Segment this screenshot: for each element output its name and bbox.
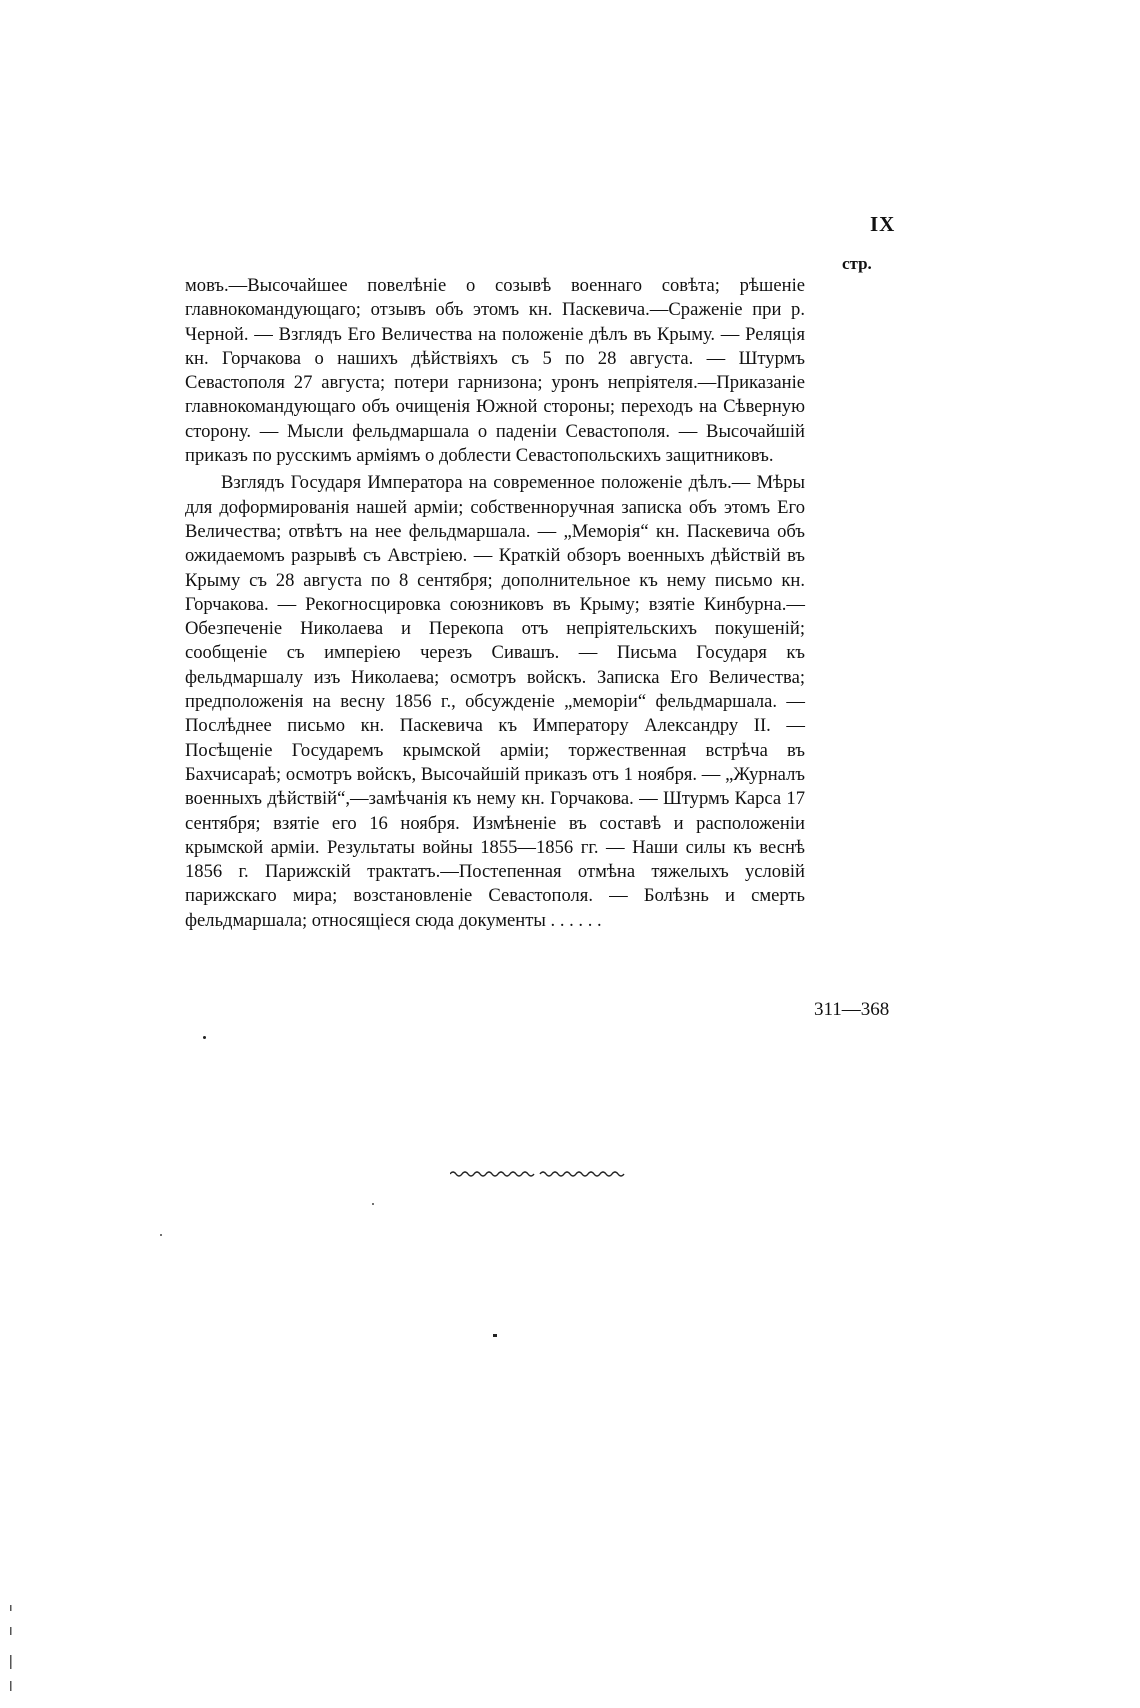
speck xyxy=(372,1203,374,1205)
margin-marks xyxy=(8,1605,14,1695)
page-range: 311—368 xyxy=(814,999,890,1020)
speck xyxy=(493,1334,497,1337)
toc-paragraph-2-text: Взглядъ Государя Императора на современное положеніе дѣлъ.— Мѣры для доформированія нашей арміи; собственноручная записка объ этомъ Его Величества; отвѣтъ на нее фельдмаршала. — „Меморія“ кн. Паскевича объ ожидаемомъ разрывѣ съ Австріею. — Краткій обзоръ военныхъ дѣйствій въ Крыму съ 28 августа по 8 сентября; дополнительное къ нему письмо кн. Горчакова. — Рекогносцировка союзниковъ въ Крыму; взятіе Кинбурна.—Обезпеченіе Николаева и Перекопа отъ непріятельскихъ покушеній; сообщеніе съ имперіею черезъ Сивашъ. — Письма Государя къ фельдмаршалу изъ Николаева; осмотръ войскъ. Записка Его Величества; предположенія на весну 1856 г., обсужденіе „меморіи“ фельдмаршала. — Послѣднее письмо кн. Паскевича къ Императору Александру II. — Посѣщеніе Государемъ крымской арміи; торжественная встрѣча въ Бахчисараѣ; осмотръ войскъ, Высочайшій приказъ отъ 1 ноября. — „Журналъ военныхъ дѣйствій“,—замѣчанія къ нему кн. Горчакова. — Штурмъ Карса 17 сентября; взятіе его 16 ноября. Измѣненіе въ составѣ и расположеніи крымской арміи. Результаты войны 1855—1856 гг. — Наши силы къ веснѣ 1856 г. Парижскій трактатъ.—Постепенная отмѣна тяжелыхъ условій парижскаго мира; возстановленіе Севастополя. — Болѣзнь и смерть фельдмаршала; относящіеся сюда документы xyxy=(185,472,805,931)
ornament-wave-right xyxy=(540,1172,624,1176)
page-number: IX xyxy=(870,212,896,236)
speck xyxy=(160,1234,162,1236)
ornament-wave-left xyxy=(450,1172,534,1176)
margin-mark xyxy=(10,1681,12,1691)
margin-mark xyxy=(10,1655,12,1669)
margin-mark xyxy=(10,1627,12,1635)
toc-paragraph-1: мовъ.—Высочайшее повелѣніе о созывѣ военнаго совѣта; рѣшеніе главнокомандующаго; отзывъ объ этомъ кн. Паскевича.—Сраженіе при р. Черной. — Взглядъ Его Величества на положеніе дѣлъ въ Крыму. — Реляція кн. Горчакова о нашихъ дѣйствіяхъ съ 5 по 28 августа. — Штурмъ Севастополя 27 августа; потери гарнизона; уронъ непріятеля.—Приказаніе главнокомандующаго объ очищенія Южной стороны; переходъ на Сѣверную сторону. — Мысли фельдмаршала о паденіи Севастополя. — Высочайшій приказъ по русскимъ арміямъ о доблести Севастопольскихъ защитниковъ. xyxy=(185,275,805,467)
margin-mark xyxy=(10,1605,12,1611)
leader-dots: . . . . . . xyxy=(550,909,602,931)
section-end-ornament xyxy=(450,1168,630,1178)
column-label: стр. xyxy=(842,254,872,273)
toc-entry xyxy=(185,274,805,933)
toc-paragraph-2 xyxy=(185,471,805,933)
speck xyxy=(203,1036,206,1039)
